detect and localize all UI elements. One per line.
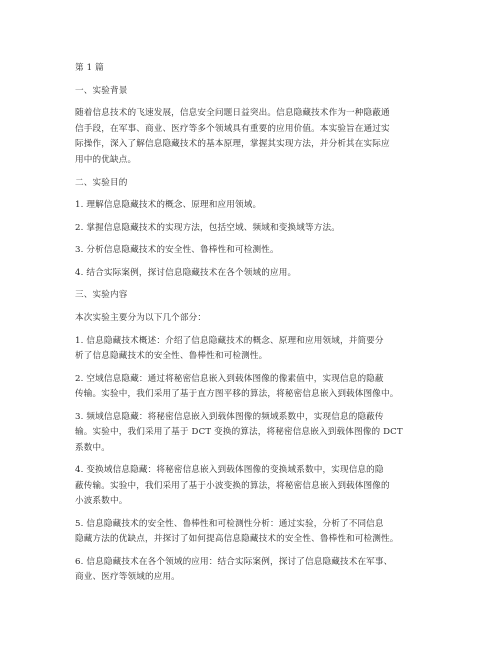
purpose-item: 1. 理解信息隐藏技术的概念、原理和应用领域。 [75, 200, 262, 210]
paragraph-line: 用中的优缺点。 [75, 154, 137, 165]
section-heading-content: 三、实验内容 [75, 290, 128, 300]
content-item-line: 系数中。 [75, 442, 110, 453]
content-item-line: 6. 信息隐藏技术在各个领域的应用：结合实际案例，探讨了信息隐藏技术在军事、 [75, 556, 393, 567]
content-item-line: 小波系数中。 [75, 496, 128, 506]
content-item-line: 析了信息隐藏技术的安全性、鲁棒性和可检测性。 [75, 351, 268, 361]
content-item-line: 1. 信息隐藏技术概述：介绍了信息隐藏技术的概念、原理和应用领域，并简要分 [75, 335, 384, 346]
paragraph-line: 随着信息技术的飞速发展，信息安全问题日益突出。信息隐藏技术作为一种隐蔽通 [75, 108, 390, 118]
paragraph-line: 信手段，在军事、商业、医疗等多个领域具有重要的应用价值。本实验旨在通过实 [75, 123, 390, 134]
content-item-line: 输。实验中，我们采用了基于 DCT 变换的算法，将秘密信息嵌入到载体图像的 DCT [75, 427, 403, 437]
paragraph-line: 际操作，深入了解信息隐藏技术的基本原理，掌握其实现方法，并分析其在实际应 [75, 139, 390, 149]
content-item [75, 410, 437, 457]
content-item-line: 2. 空域信息隐藏：通过将秘密信息嵌入到载体图像的像素值中，实现信息的隐蔽 [75, 373, 384, 384]
content-item [75, 517, 437, 548]
document-content [75, 61, 437, 593]
content-item-line: 蔽传输。实验中，我们采用了基于小波变换的算法，将秘密信息嵌入到载体图像的 [75, 480, 390, 491]
content-item-line: 商业、医疗等领域的应用。 [75, 572, 180, 582]
content-item-line: 4. 变换域信息隐藏：将秘密信息嵌入到载体图像的变换域系数中，实现信息的隐 [75, 465, 384, 475]
content-item [75, 372, 437, 403]
purpose-item: 2. 掌握信息隐藏技术的实现方法，包括空域、频域和变换域等方法。 [75, 222, 340, 233]
content-item-line: 3. 频域信息隐藏：将秘密信息嵌入到载体图像的频域系数中，实现信息的隐蔽传 [75, 411, 384, 422]
purpose-item: 3. 分析信息隐藏技术的安全性、鲁棒性和可检测性。 [75, 245, 279, 255]
content-item-line: 传输。实验中，我们采用了基于直方图平移的算法，将秘密信息嵌入到载体图像中。 [75, 389, 399, 399]
content-item [75, 463, 437, 510]
section-heading-purpose: 二、实验目的 [75, 177, 128, 188]
page-label: 第 1 篇 [75, 63, 104, 73]
content-item [75, 555, 437, 586]
section-heading-background: 一、实验背景 [75, 85, 128, 96]
content-item-line: 隐藏方法的优缺点，并探讨了如何提高信息隐藏技术的安全性、鲁棒性和可检测性。 [75, 534, 399, 544]
content-item [75, 334, 437, 365]
background-paragraph [75, 106, 437, 168]
purpose-item: 4. 结合实际案例，探讨信息隐藏技术在各个领域的应用。 [75, 267, 297, 278]
content-intro: 本次实验主要分为以下几个部分： [75, 312, 207, 323]
content-item-line: 5. 信息隐藏技术的安全性、鲁棒性和可检测性分析：通过实验，分析了不同信息 [75, 518, 384, 529]
